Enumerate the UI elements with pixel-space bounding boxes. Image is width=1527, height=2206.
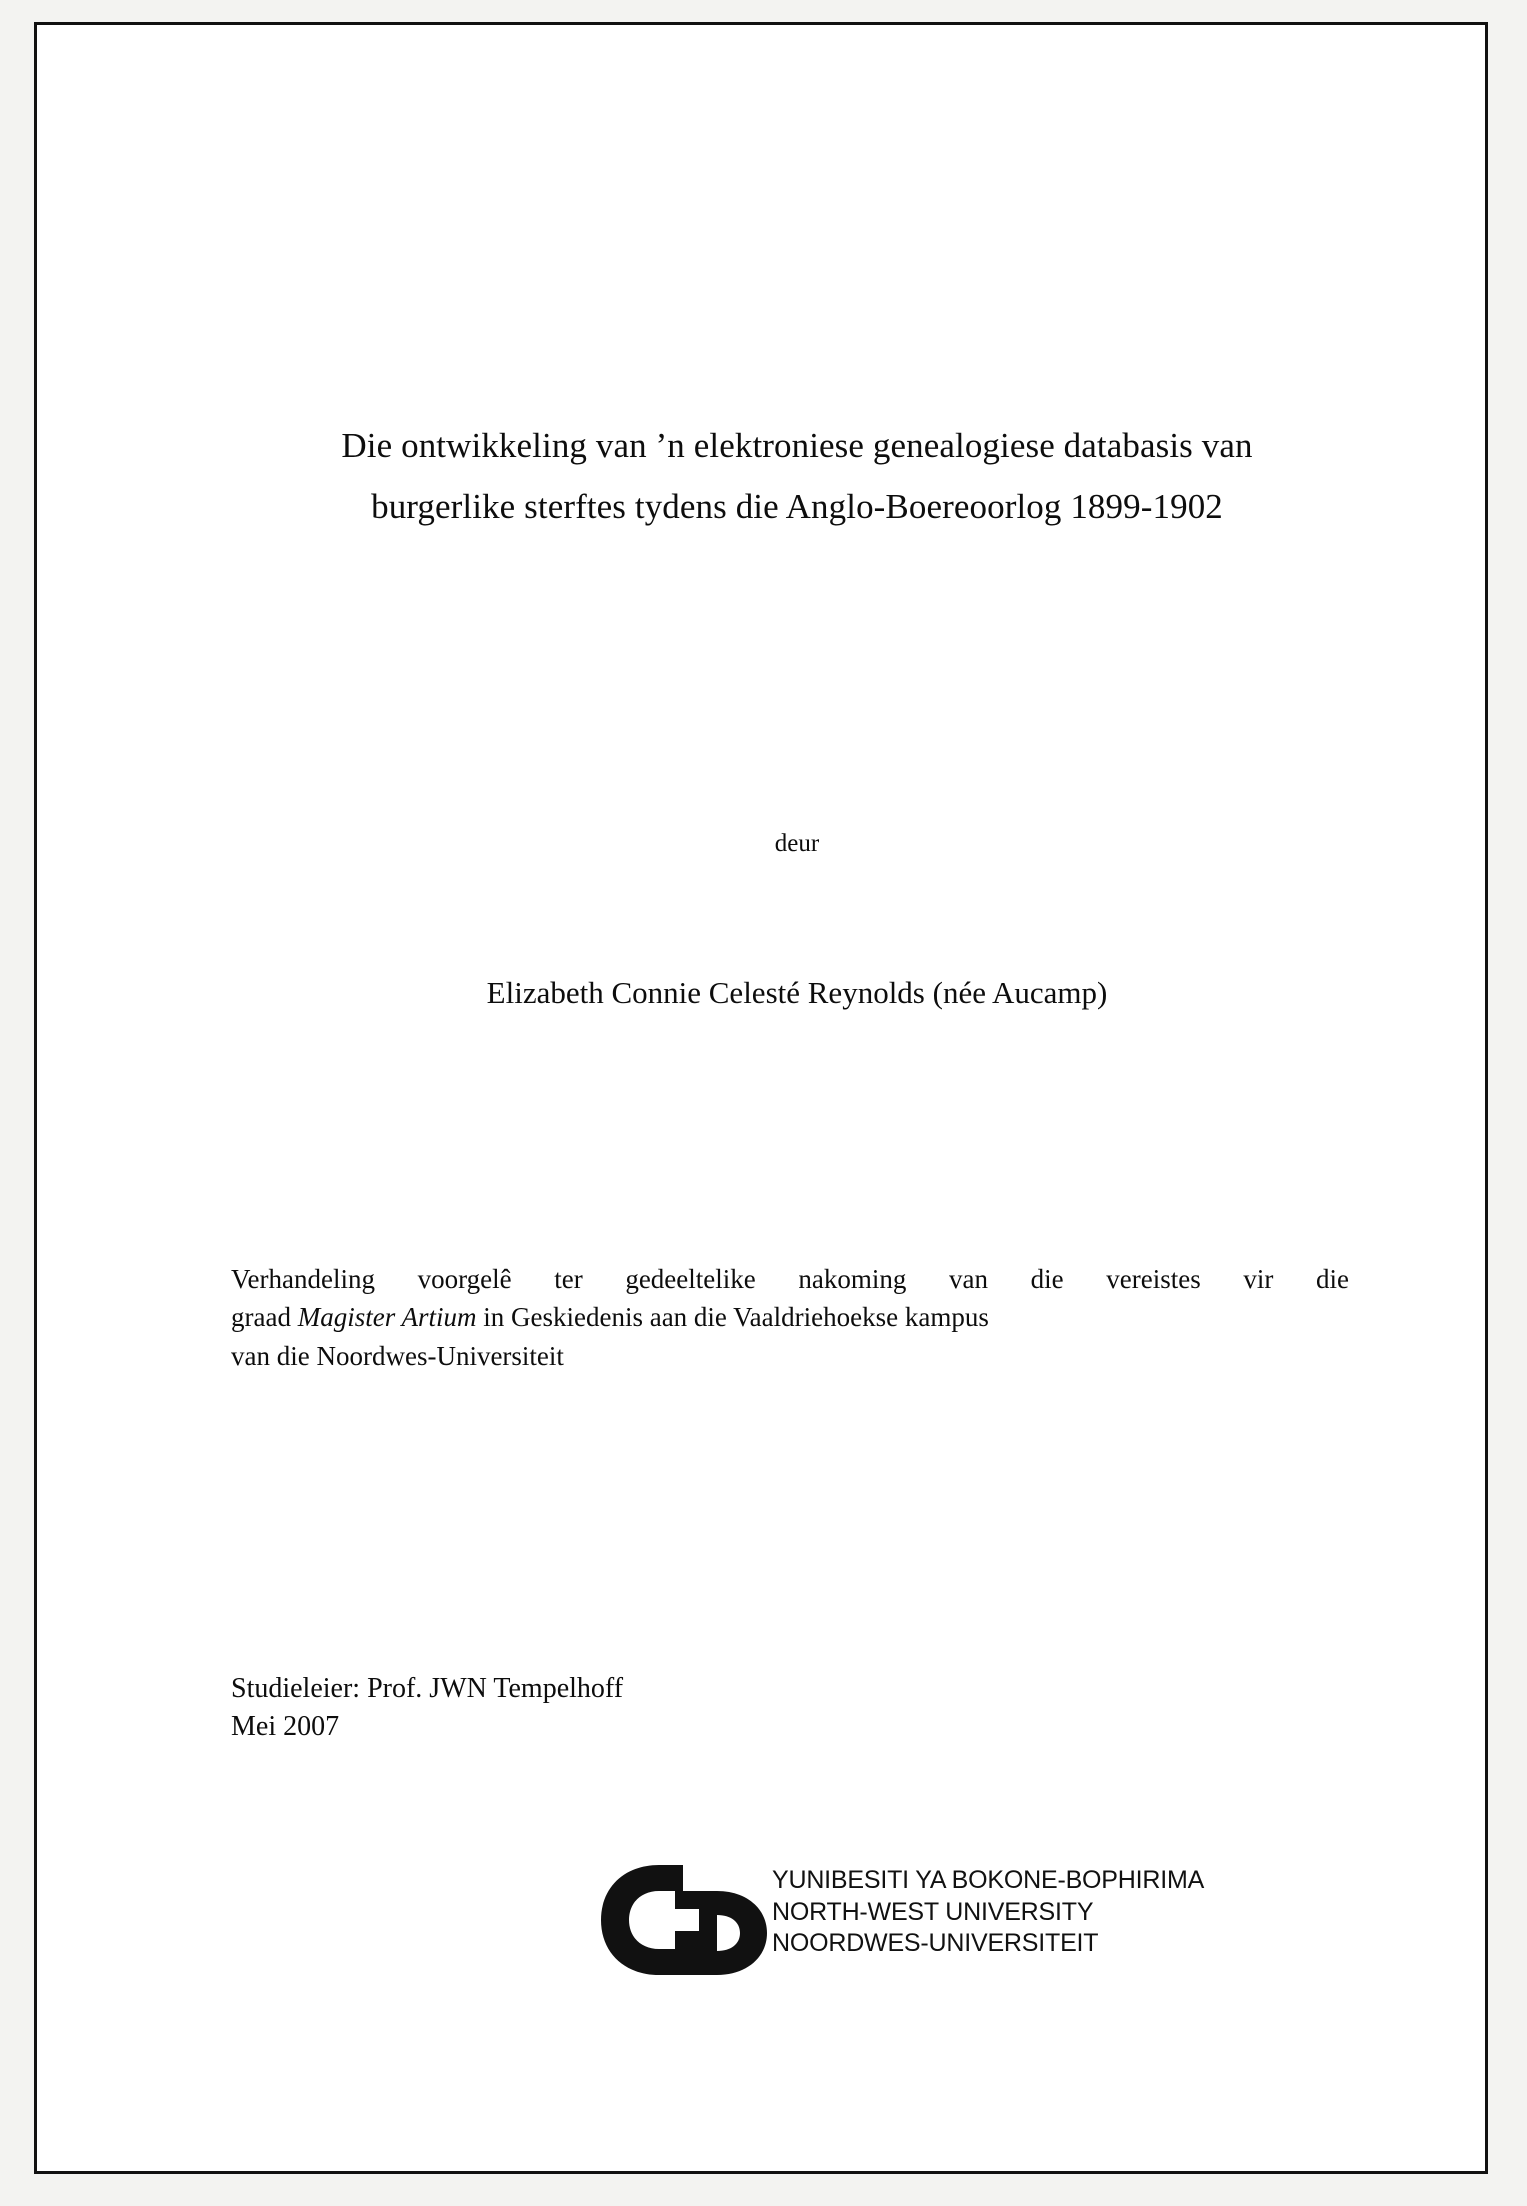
supervisor-and-date — [231, 1670, 1131, 1746]
page-border — [34, 22, 1488, 2174]
north-west-university-logo-icon — [597, 1861, 772, 1979]
statement-line-2-suffix: in Geskiedenis aan die Vaaldriehoekse kampus — [476, 1302, 989, 1333]
supervisor-line: Studieleier: Prof. JWN Tempelhoff — [231, 1673, 624, 1704]
logo-text-line-3: NOORDWES-UNIVERSITEIT — [772, 1929, 1099, 1957]
author-name: Elizabeth Connie Celesté Reynolds (née Aucamp) — [486, 975, 1108, 1010]
logo-text-line-2: NORTH-WEST UNIVERSITY — [772, 1897, 1094, 1926]
thesis-title — [217, 415, 1377, 538]
degree-statement — [231, 1260, 1349, 1375]
by-label: deur — [774, 830, 820, 857]
logo-text-line-1: YUNIBESITI YA BOKONE-BOPHIRIMA — [772, 1866, 1205, 1894]
statement-line-3: van die Noordwes-Universiteit — [231, 1340, 564, 1371]
statement-line-1: Verhandeling voorgelê ter gedeeltelike nakoming van die vereistes vir die — [231, 1264, 1349, 1294]
university-logo-text — [772, 1865, 1204, 1960]
degree-name: Magister Artium — [297, 1302, 477, 1333]
title-line-1: Die ontwikkeling van ’n elektroniese genealogiese databasis van — [341, 426, 1253, 465]
title-line-2: burgerlike sterftes tydens die Anglo-Boereoorlog 1899-1902 — [371, 487, 1223, 527]
page-content — [187, 85, 1407, 2145]
statement-line-2-prefix: graad — [231, 1302, 298, 1333]
date-line: Mei 2007 — [231, 1710, 340, 1742]
university-logo-lockup — [517, 1855, 1217, 1985]
statement-line-2 — [231, 1298, 1349, 1336]
